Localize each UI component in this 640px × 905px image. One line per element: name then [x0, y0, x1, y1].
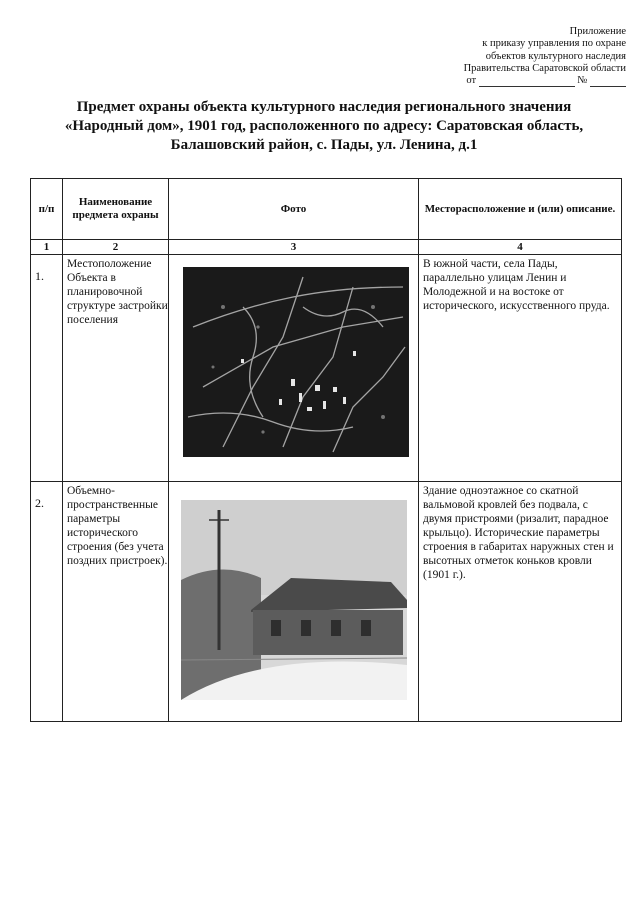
- appendix-line-1: Приложение: [569, 26, 626, 37]
- appendix-from-label: от: [466, 75, 477, 87]
- col-number-3: 3: [169, 240, 419, 255]
- header-name: Наименование предмета охраны: [63, 179, 169, 240]
- number-blank: [590, 76, 626, 87]
- table-row: [31, 482, 622, 722]
- col-number-2: 2: [63, 240, 169, 255]
- row-2-name: Объемно-пространственные параметры исторического строения (без учета поздних пристроек).: [63, 482, 169, 722]
- title-line-2: «Народный дом», 1901 год, расположенного по адресу: Саратовская область,: [64, 118, 584, 134]
- appendix-line-4: Правительства Саратовской области: [463, 62, 626, 74]
- protection-table: [30, 178, 622, 722]
- date-blank: [479, 76, 575, 87]
- row-1-num: 1.: [31, 255, 63, 482]
- header-photo: Фото: [169, 179, 419, 240]
- table-row: [31, 255, 622, 482]
- building-photo: [181, 500, 407, 700]
- header-desc: Месторасположение и (или) описание.: [419, 179, 622, 240]
- appendix-line-2: к приказу управления по охране: [482, 38, 626, 50]
- row-1-name: Местоположение Объекта в планировочной структуре застройки поселения: [63, 255, 169, 482]
- row-2-photo-cell: [169, 482, 419, 722]
- title-line-3: Балашовский район, с. Пады, ул. Ленина, д.1: [170, 137, 478, 153]
- row-2-num: 2.: [31, 482, 63, 722]
- appendix-block: [366, 26, 626, 87]
- title-line-1: Предмет охраны объекта культурного наследия регионального значения: [76, 99, 572, 115]
- appendix-line-5: [366, 75, 626, 87]
- row-1-photo-cell: [169, 255, 419, 482]
- col-number-4: 4: [419, 240, 622, 255]
- row-2-desc: Здание одноэтажное со скатной вальмовой кровлей без подвала, с двумя пристроями (ризалит, парадное крыльцо). Исторические параметры строения в габаритах наружных стен и высотных отметок коньков кровли (1901 г.).: [419, 482, 622, 722]
- table-header-row: [31, 179, 622, 240]
- header-num: п/п: [31, 179, 63, 240]
- appendix-number-label: №: [577, 75, 588, 87]
- appendix-line-3: объектов культурного наследия: [485, 50, 626, 62]
- aerial-map-photo: [183, 267, 409, 457]
- row-1-desc: В южной части, села Пады, параллельно улицам Ленин и Молодежной и на востоке от исторического, искусственного пруда.: [419, 255, 622, 482]
- document-title: [50, 98, 598, 155]
- col-number-1: 1: [31, 240, 63, 255]
- column-number-row: [31, 240, 622, 255]
